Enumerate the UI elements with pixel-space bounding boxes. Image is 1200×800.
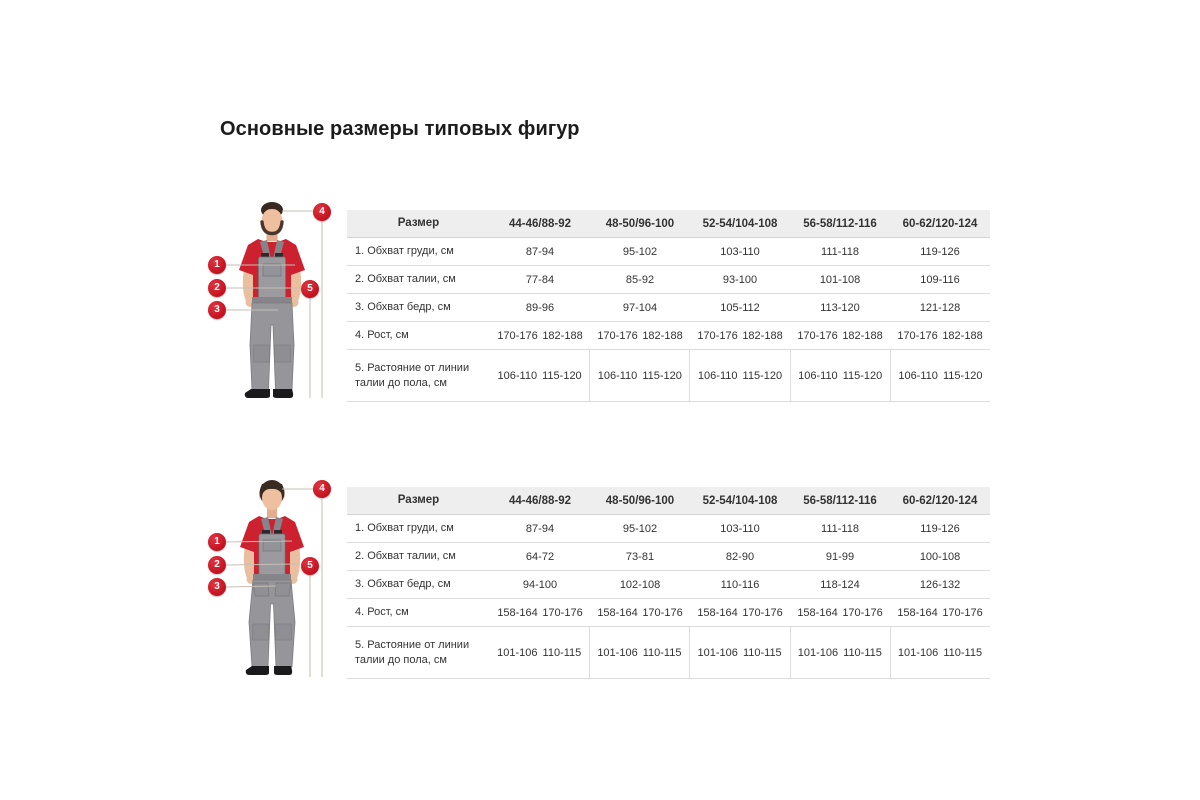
measure-marker-4-icon: 4: [313, 203, 331, 221]
male-worker-illustration: [200, 193, 340, 408]
measure-marker-2-icon: 2: [208, 556, 226, 574]
cell-subvalue: 101-106: [497, 646, 538, 659]
measure-marker-2-icon: 2: [208, 279, 226, 297]
cell-subvalue: 115-120: [742, 369, 783, 382]
cell-subvalue: 101-106: [897, 646, 939, 659]
table-cell: [490, 350, 589, 401]
table-cell: [890, 322, 990, 349]
table-cell: 111-118: [821, 522, 859, 535]
cell-subvalue: 182-188: [942, 329, 983, 342]
cell-subvalue: 170-176: [597, 329, 638, 342]
table-cell: 110-116: [720, 578, 760, 591]
measure-marker-1-icon: 1: [208, 256, 226, 274]
cell-subvalue: 101-106: [697, 646, 738, 659]
table-cell: 95-102: [622, 522, 658, 535]
cell-subvalue: 170-176: [542, 606, 583, 619]
table-cell: [890, 599, 990, 626]
table-cell: 119-126: [920, 245, 960, 258]
row-label: 3. Обхват бедр, см: [355, 578, 451, 591]
table-cell: [890, 627, 990, 678]
measure-marker-1-icon: 1: [208, 533, 226, 551]
cell-subvalue: 170-176: [642, 606, 683, 619]
row-label: 2. Обхват талии, см: [355, 273, 456, 286]
cell-subvalue: 170-176: [742, 606, 783, 619]
row-label: 1. Обхват груди, см: [355, 522, 454, 535]
table-cell: 95-102: [622, 245, 658, 258]
size-column-header: 48-50/96-100: [605, 217, 675, 230]
female-figure-block: [200, 470, 340, 685]
table-cell: [589, 350, 689, 401]
size-column-header: 60-62/120-124: [902, 217, 978, 230]
table-row: [347, 350, 990, 402]
table-cell: [690, 599, 790, 626]
cell-subvalue: 158-164: [697, 606, 738, 619]
row-label: 2. Обхват талии, см: [355, 550, 456, 563]
cell-subvalue: 170-176: [842, 606, 883, 619]
cell-subvalue: 115-120: [842, 369, 883, 382]
table-cell: [790, 322, 890, 349]
size-column-header: 56-58/112-116: [803, 494, 877, 507]
table-cell: [589, 627, 689, 678]
cell-subvalue: 101-106: [797, 646, 839, 659]
cell-subvalue: 106-110: [898, 369, 938, 382]
table-cell: 121-128: [919, 301, 961, 314]
size-table-men: [347, 210, 990, 402]
cell-subvalue: 170-176: [942, 606, 983, 619]
cell-subvalue: 115-120: [942, 369, 983, 382]
table-cell: [790, 350, 890, 401]
table-row: [347, 627, 990, 679]
cell-subvalue: 170-176: [697, 329, 738, 342]
cell-subvalue: 158-164: [797, 606, 838, 619]
table-cell: 64-72: [525, 550, 555, 563]
cell-subvalue: 101-106: [597, 646, 638, 659]
cell-subvalue: 115-120: [642, 369, 682, 382]
cell-subvalue: 106-110: [497, 369, 538, 382]
table-cell: 119-126: [920, 522, 960, 535]
table-cell: 77-84: [525, 273, 555, 286]
table-cell: 97-104: [622, 301, 658, 314]
table-row: [347, 515, 990, 543]
table-cell: [490, 627, 589, 678]
table-cell: [790, 599, 890, 626]
table-cell: 94-100: [522, 578, 558, 591]
table-cell: 101-108: [819, 273, 861, 286]
table-cell: 109-116: [920, 273, 960, 286]
row-label: 4. Рост, см: [355, 329, 409, 342]
cell-subvalue: 182-188: [842, 329, 883, 342]
size-column-header: 52-54/104-108: [702, 217, 778, 230]
row-label: 5. Растояние от линии талии до пола, см: [355, 361, 470, 389]
table-row: [347, 322, 990, 350]
table-cell: [590, 322, 690, 349]
cell-subvalue: 158-164: [897, 606, 938, 619]
size-column-header: 48-50/96-100: [605, 494, 675, 507]
cell-subvalue: 106-110: [597, 369, 638, 382]
cell-subvalue: 182-188: [642, 329, 683, 342]
table-cell: [890, 350, 990, 401]
table-cell: 100-108: [919, 550, 961, 563]
cell-subvalue: 158-164: [597, 606, 638, 619]
table-cell: 93-100: [722, 273, 758, 286]
table-cell: 89-96: [525, 301, 555, 314]
size-corner-header: Размер: [397, 493, 440, 506]
table-cell: 105-112: [720, 301, 760, 314]
size-corner-header: Размер: [397, 216, 440, 229]
cell-subvalue: 170-176: [497, 329, 538, 342]
table-cell: [490, 599, 590, 626]
row-label: 3. Обхват бедр, см: [355, 301, 451, 314]
measure-marker-5-icon: 5: [301, 280, 319, 298]
table-row: [347, 543, 990, 571]
cell-subvalue: 182-188: [742, 329, 783, 342]
size-column-header: 44-46/88-92: [508, 494, 572, 507]
table-cell: 111-118: [821, 245, 859, 258]
table-cell: 85-92: [625, 273, 655, 286]
row-label: 4. Рост, см: [355, 606, 409, 619]
table-row: [347, 238, 990, 266]
size-table-women: [347, 487, 990, 679]
size-column-header: 56-58/112-116: [803, 217, 877, 230]
cell-subvalue: 170-176: [797, 329, 838, 342]
male-figure-block: [200, 193, 340, 408]
table-cell: 73-81: [625, 550, 655, 563]
table-cell: 103-110: [720, 245, 760, 258]
size-column-header: 60-62/120-124: [902, 494, 978, 507]
cell-subvalue: 110-115: [642, 646, 682, 659]
table-cell: 118-124: [820, 578, 860, 591]
table-cell: [790, 627, 890, 678]
size-column-header: 44-46/88-92: [508, 217, 572, 230]
measure-marker-3-icon: 3: [208, 301, 226, 319]
page-title: Основные размеры типовых фигур: [220, 118, 580, 140]
cell-subvalue: 106-110: [798, 369, 838, 382]
table-cell: 91-99: [825, 550, 855, 563]
table-cell: 113-120: [820, 301, 860, 314]
cell-subvalue: 182-188: [542, 329, 583, 342]
table-row: [347, 571, 990, 599]
table-cell: 103-110: [720, 522, 760, 535]
cell-subvalue: 110-115: [742, 646, 782, 659]
measure-marker-3-icon: 3: [208, 578, 226, 596]
cell-subvalue: 110-115: [843, 646, 882, 659]
table-cell: [689, 627, 789, 678]
table-row: [347, 266, 990, 294]
female-worker-illustration: [200, 470, 340, 685]
table-row: [347, 294, 990, 322]
table-cell: [689, 350, 789, 401]
cell-subvalue: 106-110: [697, 369, 738, 382]
table-cell: 87-94: [525, 522, 555, 535]
row-label: 1. Обхват груди, см: [355, 245, 454, 258]
table-row: [347, 599, 990, 627]
table-cell: [590, 599, 690, 626]
measure-marker-5-icon: 5: [301, 557, 319, 575]
table-cell: 82-90: [725, 550, 755, 563]
cell-subvalue: 158-164: [497, 606, 538, 619]
row-label: 5. Растояние от линии талии до пола, см: [355, 638, 470, 666]
cell-subvalue: 115-120: [542, 369, 582, 382]
size-column-header: 52-54/104-108: [702, 494, 778, 507]
table-header-row: [347, 487, 990, 515]
table-cell: [490, 322, 590, 349]
cell-subvalue: 170-176: [897, 329, 938, 342]
table-cell: 102-108: [619, 578, 661, 591]
table-header-row: [347, 210, 990, 238]
table-cell: [690, 322, 790, 349]
table-cell: 87-94: [525, 245, 555, 258]
cell-subvalue: 110-115: [542, 646, 582, 659]
cell-subvalue: 110-115: [943, 646, 983, 659]
table-cell: 126-132: [919, 578, 961, 591]
measure-marker-4-icon: 4: [313, 480, 331, 498]
